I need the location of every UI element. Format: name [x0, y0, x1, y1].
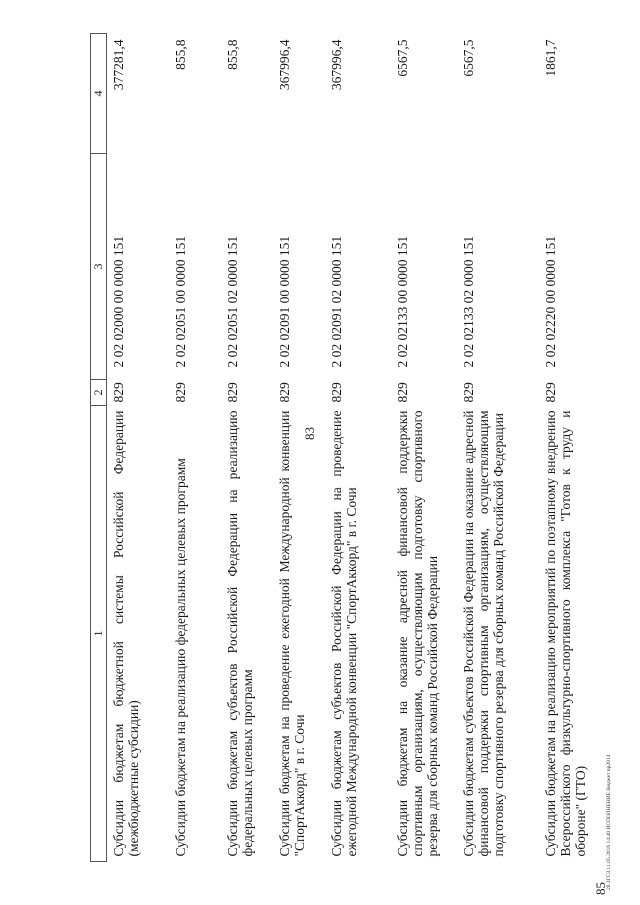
row-amount: 6567,5: [461, 39, 476, 77]
row-admin-code: 829: [225, 382, 240, 403]
row-admin-code: 829: [543, 382, 558, 403]
row-budget-code: 2 02 02220 00 0000 151: [543, 235, 558, 368]
row-budget-code: 2 02 02051 02 0000 151: [225, 235, 240, 368]
row-admin-code: 829: [329, 382, 344, 403]
table-row: [221, 34, 273, 862]
column-header: 2: [91, 380, 107, 406]
table-row: [325, 34, 391, 862]
table-row: [391, 34, 457, 862]
column-header: 3: [91, 154, 107, 380]
row-admin-code: 829: [461, 382, 476, 403]
row-amount: 367996,4: [329, 39, 344, 91]
column-header: 4: [91, 34, 107, 154]
row-budget-code: 2 02 02000 00 0000 151: [111, 235, 126, 368]
row-amount: 377281,4: [111, 39, 126, 91]
row-amount: 6567,5: [395, 39, 410, 77]
row-admin-code: 829: [173, 382, 188, 403]
row-description: Субсидии бюджетам на реализацию федеральных целевых программ: [173, 458, 188, 857]
table-header-row: [91, 34, 107, 862]
row-amount: 367996,4: [277, 39, 292, 91]
table-row: [539, 34, 619, 862]
budget-table-rotated: [90, 34, 600, 862]
row-amount: 1861,7: [543, 39, 558, 77]
row-amount: 855,8: [225, 39, 240, 70]
page-number-top: 83: [302, 427, 317, 440]
row-admin-code: 829: [277, 382, 292, 403]
table-row: [457, 34, 539, 862]
row-description: Субсидии бюджетам на оказание адресной финансовой поддержки спортивным организациям, осуществляющим подготовку спортивного резерва для сборных команд Российской Федерации: [395, 410, 440, 857]
row-admin-code: 829: [395, 382, 410, 403]
row-description: Субсидии бюджетам субъектов Российской Федерации на оказание адресной финансовой поддержки спортивным организациям, осуществляющим подготовку спортивного резерва для сборных команд Российской Федерации: [461, 410, 506, 857]
row-budget-code: 2 02 02133 00 0000 151: [395, 235, 410, 368]
footer-stamp: 20.ЗГСЗ.11.05.2016 14:40 ИСПОЛНЕНИЕ бюджет пр2014: [606, 754, 612, 890]
budget-table: [90, 33, 619, 862]
row-budget-code: 2 02 02133 02 0000 151: [461, 235, 476, 368]
column-header: 1: [91, 406, 107, 862]
row-description: Субсидии бюджетам на проведение ежегодной Международной конвенции "СпортАккорд" в г. Сочи: [277, 410, 307, 857]
row-budget-code: 2 02 02091 00 0000 151: [277, 235, 292, 368]
page-number-bottom: 85: [593, 882, 608, 895]
row-description: Субсидии бюджетам субъектов Российской Федерации на реализацию федеральных целевых программ: [225, 410, 255, 857]
row-description: Субсидии бюджетам субъектов Российской Федерации на проведение ежегодной Международной конвенции "СпортАккорд" в г. Сочи: [329, 410, 359, 857]
row-description: Субсидии бюджетам бюджетной системы Российской Федерации (межбюджетные субсидии): [111, 410, 141, 857]
row-amount: 855,8: [173, 39, 188, 70]
row-budget-code: 2 02 02091 02 0000 151: [329, 235, 344, 368]
row-description: Субсидии бюджетам на реализацию мероприятий по поэтапному внедрению Всероссийского физкультурно-спортивного комплекса "Готов к труду и обороне" (ГТО): [543, 410, 588, 857]
table-row: [273, 34, 325, 862]
row-admin-code: 829: [111, 382, 126, 403]
row-budget-code: 2 02 02051 00 0000 151: [173, 235, 188, 368]
table-row: [107, 34, 170, 862]
table-row: [169, 34, 221, 862]
